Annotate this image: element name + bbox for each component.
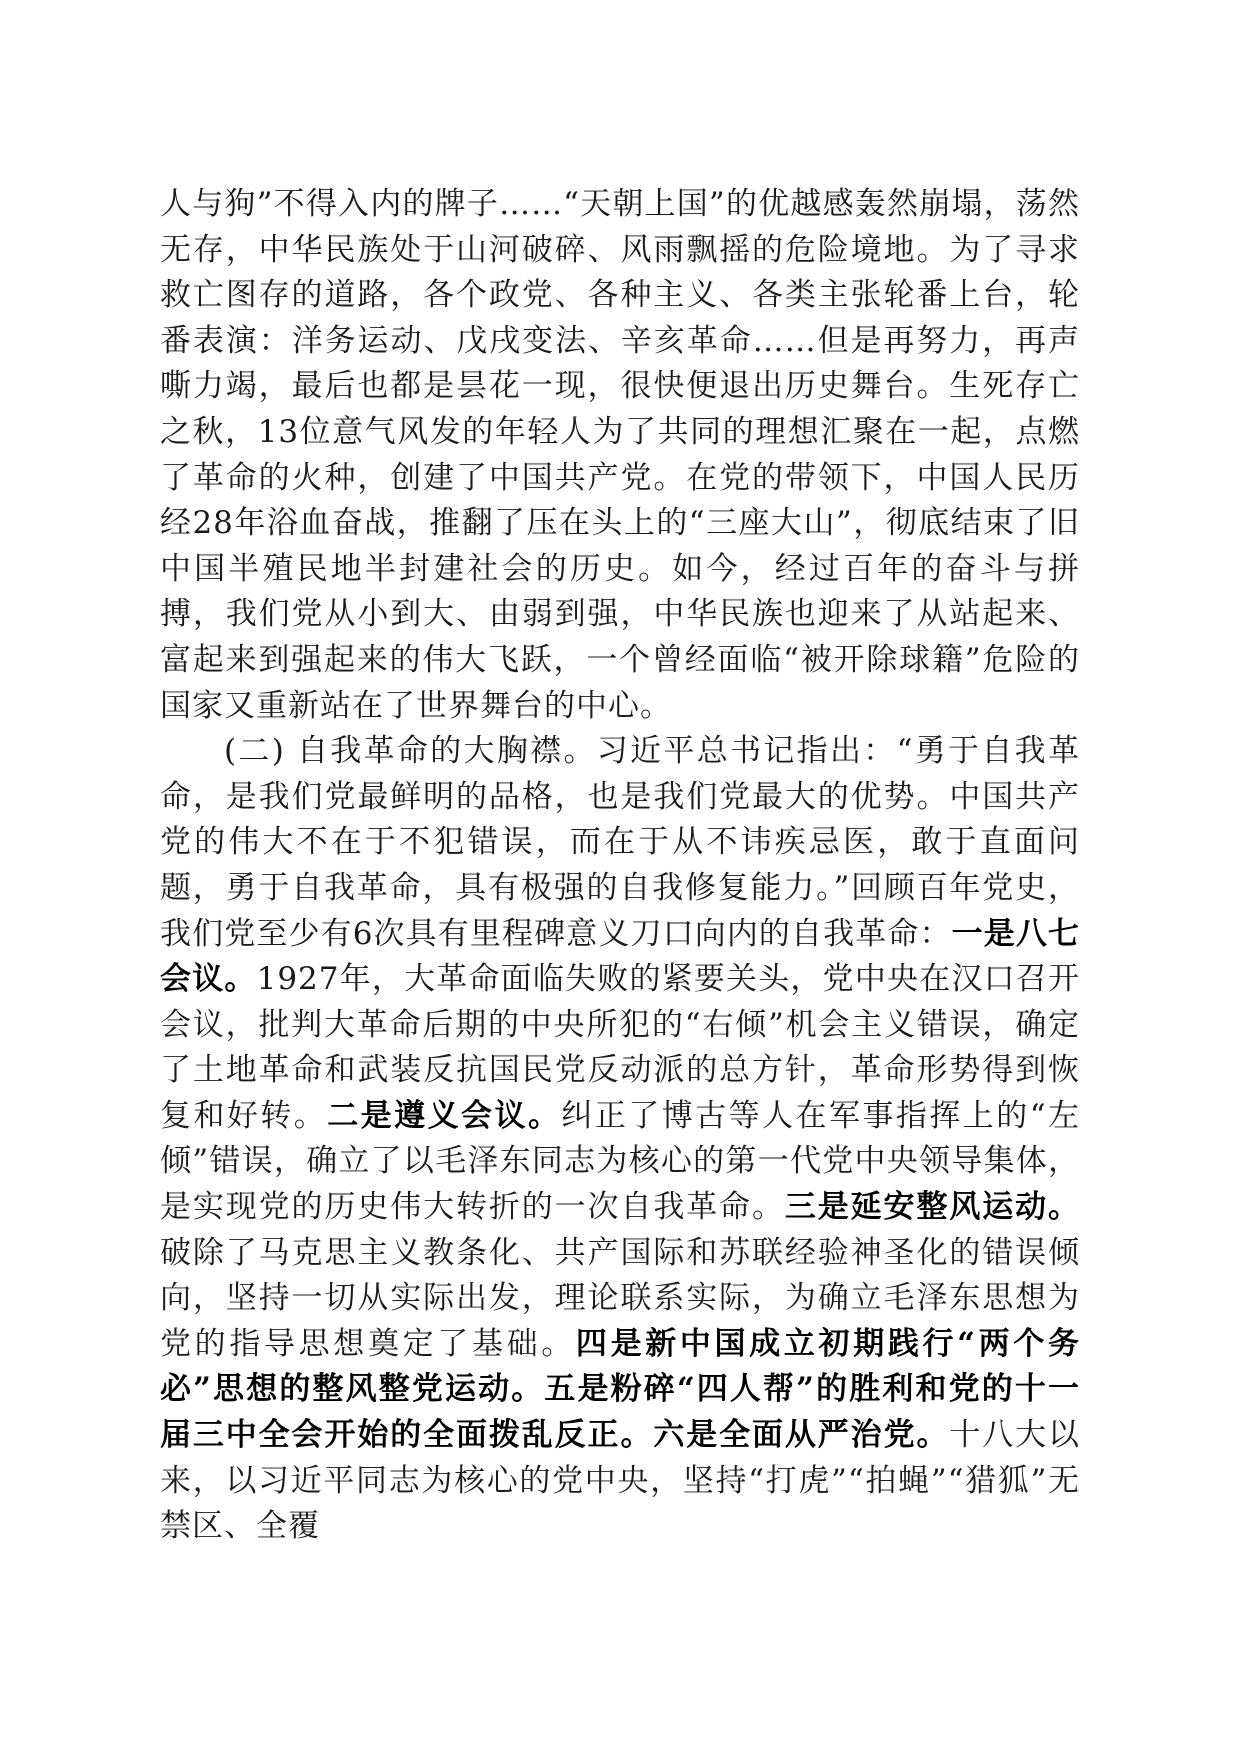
paragraph-2-text-2: 1927年，大革命面临失败的紧要关头，党中央在汉口召开会议，批判大革命后期的中央所犯的“右倾”机会主义错误，确定了土地革命和武装反抗国民党反动派的总方针，革命形势得到恢复和好转。 — [160, 961, 1081, 1134]
point-3-heading: 三是延安整风运动。 — [784, 1189, 1081, 1226]
point-5-heading: 五是粉碎“四人帮”的胜利和党的十一届三中全会开始的全面拨乱反正。 — [160, 1371, 1080, 1454]
point-6-heading: 六是全面从严治党。 — [653, 1417, 950, 1454]
paragraph-2-text-4: 破除了马克思主义教条化、共产国际和苏联经验神圣化的错误倾向，坚持一切从实际出发，理论联系实际，为确立毛泽东思想为党的指导思想奠定了基础。 — [160, 1234, 1080, 1362]
paragraph-2-text-1: (二) 自我革命的大胸襟。习近平总书记指出：“勇于自我革命，是我们党最鲜明的品格，也是我们党最大的优势。中国共产党的伟大不在于不犯错误，而在于从不讳疾忌医，敢于直面问题，勇于自我革命，具有极强的自我修复能力。”回顾百年党史，我们党至少有6次具有里程碑意义刀口向内的自我革命： — [160, 733, 1080, 952]
paragraph-2-text-3: 纠正了博古等人在军事指挥上的“左倾”错误，确立了以毛泽东同志为核心的第一代党中央领导集体，是实现党的历史伟大转折的一次自我革命。 — [160, 1097, 1080, 1226]
point-2-heading: 二是遵义会议。 — [327, 1097, 562, 1134]
body-text — [160, 182, 1080, 1550]
point-1-heading: 一是八七会议。 — [160, 915, 1080, 998]
point-4-heading: 四是新中国成立初期践行“两个务必”思想的整风整党运动。 — [160, 1325, 1080, 1408]
paragraph-2-text-5: 十八大以来，以习近平同志为核心的党中央，坚持“打虎”“拍蝇”“猎狐”无禁区、全覆 — [160, 1417, 1081, 1545]
paragraph-1: 人与狗”不得入内的牌子……“天朝上国”的优越感轰然崩塌，荡然无存，中华民族处于山河破碎、风雨飘摇的危险境地。为了寻求救亡图存的道路，各个政党、各种主义、各类主张轮番上台，轮番表演：洋务运动、戊戌变法、辛亥革命……但是再努力，再声嘶力竭，最后也都是昙花一现，很快便退出历史舞台。生死存亡之秋，13位意气风发的年轻人为了共同的理想汇聚在一起，点燃了革命的火种，创建了中国共产党。在党的带领下，中国人民历经28年浴血奋战，推翻了压在头上的“三座大山”，彻底结束了旧中国半殖民地半封建社会的历史。如今，经过百年的奋斗与拼搏，我们党从小到大、由弱到强，中华民族也迎来了从站起来、富起来到强起来的伟大飞跃，一个曾经面临“被开除球籍”危险的国家又重新站在了世界舞台的中心。 — [160, 186, 1080, 724]
paragraph-2 — [160, 729, 1080, 1550]
